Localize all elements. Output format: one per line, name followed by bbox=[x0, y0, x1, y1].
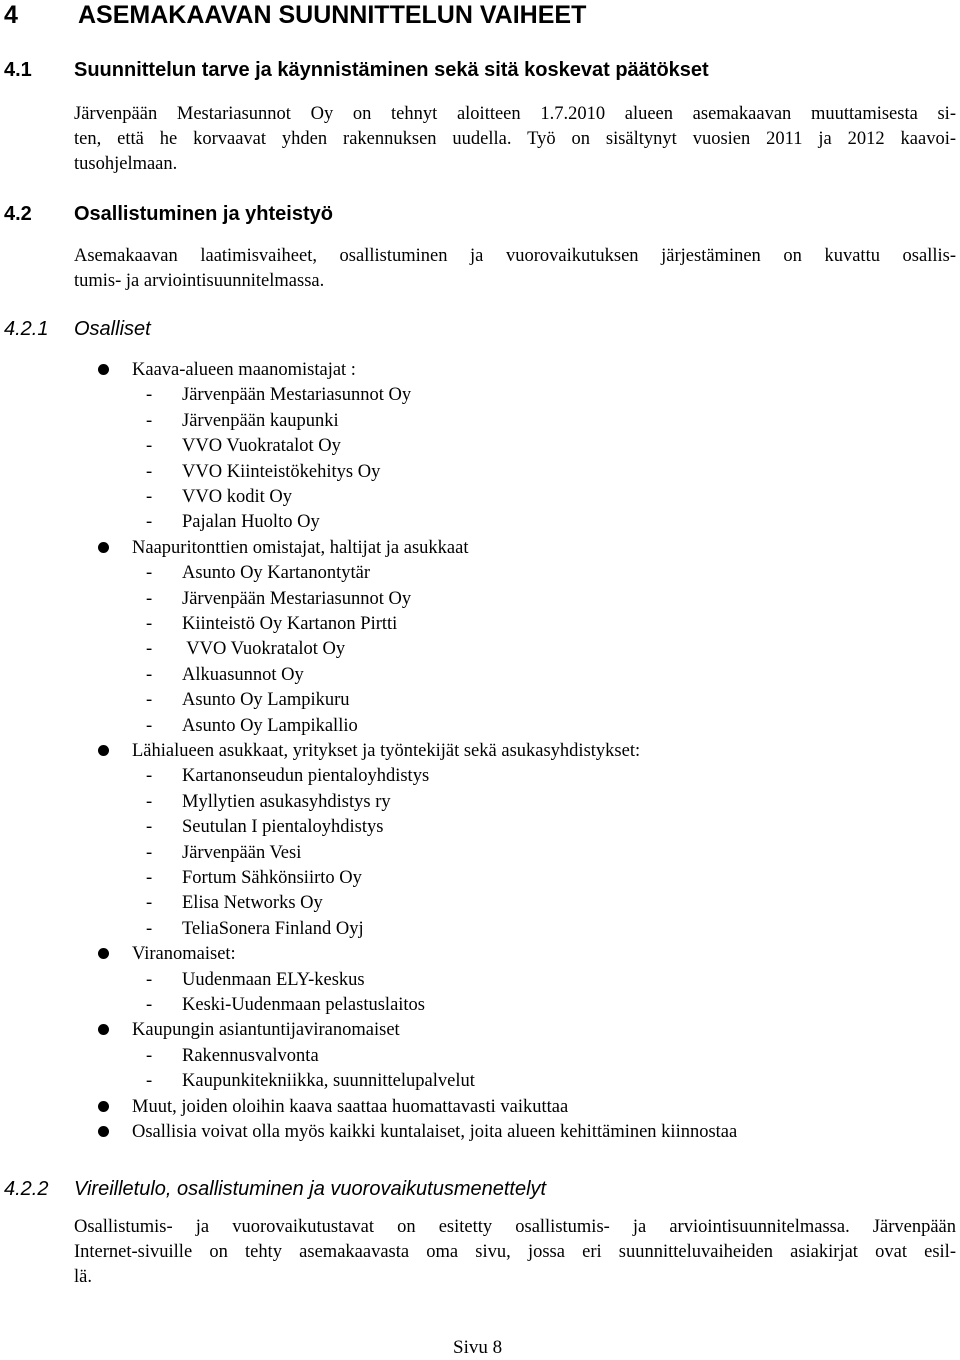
participant-item-label: Kartanonseudun pientaloyhdistys bbox=[182, 766, 430, 787]
participant-item-label: TeliaSonera Finland Oyj bbox=[182, 918, 364, 939]
participant-item-label: Järvenpään Mestariasunnot Oy bbox=[182, 385, 412, 406]
section-4-1-heading bbox=[4, 57, 709, 83]
participant-group-label: Naapuritonttien omistajat, haltijat ja asukkaat bbox=[132, 537, 469, 558]
participant-item-label: VVO Kiinteistökehitys Oy bbox=[182, 461, 381, 482]
chapter-number: 4 bbox=[4, 1, 18, 29]
bullet-icon bbox=[98, 745, 109, 756]
participant-item-label: Asunto Oy Lampikuru bbox=[182, 690, 350, 711]
dash-marker: - bbox=[146, 487, 153, 507]
participant-item-label: Elisa Networks Oy bbox=[182, 893, 323, 914]
participant-group-label: Lähialueen asukkaat, yritykset ja työntekijät sekä asukasyhdistykset: bbox=[132, 741, 641, 761]
section-4-2-2-heading bbox=[4, 1176, 546, 1202]
dash-marker: - bbox=[146, 842, 153, 863]
dash-marker: - bbox=[146, 868, 153, 888]
participant-item-label: Uudenmaan ELY-keskus bbox=[182, 969, 365, 990]
section-4-2-heading bbox=[4, 201, 333, 227]
dash-marker: - bbox=[146, 385, 153, 406]
paragraph-line: ten, että he korvaavat yhden rakennuksen uudella. Työ on sisältynyt vuosien 2011 ja 2012 kaavoi- bbox=[74, 129, 956, 149]
dash-marker: - bbox=[146, 893, 153, 914]
dash-marker: - bbox=[146, 1071, 153, 1092]
section-4-1-title: Suunnittelun tarve ja käynnistäminen sekä sitä koskevat päätökset bbox=[74, 59, 709, 81]
participant-item-label: Myllytien asukasyhdistys ry bbox=[182, 791, 391, 812]
section-4-2-2-number: 4.2.2 bbox=[4, 1178, 49, 1200]
dash-marker: - bbox=[146, 512, 153, 533]
section-4-2-2-title: Vireilletulo, osallistuminen ja vuorovaikutusmenettelyt bbox=[74, 1178, 547, 1200]
chapter-heading bbox=[4, 0, 586, 30]
dash-marker: - bbox=[146, 690, 153, 711]
section-4-2-1-number: 4.2.1 bbox=[4, 318, 49, 340]
participant-group-label: Kaava-alueen maanomistajat : bbox=[132, 360, 356, 380]
dash-marker: - bbox=[146, 410, 153, 431]
dash-marker: - bbox=[146, 664, 153, 685]
dash-marker: - bbox=[146, 791, 153, 812]
participant-group-label: Kaupungin asiantuntijaviranomaiset bbox=[132, 1020, 400, 1041]
dash-marker: - bbox=[146, 995, 153, 1015]
dash-marker: - bbox=[146, 436, 153, 457]
section-4-2-number: 4.2 bbox=[4, 203, 32, 225]
paragraph-line: Osallistumis- ja vuorovaikutustavat on esitetty osallistumis- ja arviointisuunnitelmassa. Järvenpään bbox=[74, 1217, 956, 1237]
section-4-2-1-title: Osalliset bbox=[74, 318, 151, 340]
participant-group-label: Muut, joiden oloihin kaava saattaa huomattavasti vaikuttaa bbox=[132, 1096, 569, 1117]
participant-item-label: Pajalan Huolto Oy bbox=[182, 512, 320, 533]
participant-item-label: Rakennusvalvonta bbox=[182, 1045, 319, 1066]
paragraph-line: Järvenpään Mestariasunnot Oy on tehnyt aloitteen 1.7.2010 alueen asemakaavan muuttamisesta si- bbox=[74, 104, 956, 124]
dash-marker: - bbox=[146, 918, 153, 939]
participant-item-label: Fortum Sähkönsiirto Oy bbox=[182, 868, 362, 888]
dash-marker: - bbox=[146, 766, 153, 787]
paragraph-line: tusohjelmaan. bbox=[74, 154, 178, 174]
dash-marker: - bbox=[146, 563, 153, 584]
participant-item-label: Järvenpään Vesi bbox=[182, 842, 302, 863]
dash-marker: - bbox=[146, 817, 153, 838]
dash-marker: - bbox=[146, 639, 153, 660]
participant-item-label: Asunto Oy Lampikallio bbox=[182, 715, 358, 736]
participant-item-label: VVO Vuokratalot Oy bbox=[182, 639, 346, 660]
chapter-title: ASEMAKAAVAN SUUNNITTELUN VAIHEET bbox=[78, 1, 587, 29]
participant-item-label: Keski-Uudenmaan pelastuslaitos bbox=[182, 995, 426, 1015]
dash-marker: - bbox=[146, 461, 153, 482]
section-4-1-paragraph bbox=[74, 102, 956, 177]
participant-item-label: Asunto Oy Kartanontytär bbox=[182, 563, 371, 584]
bullet-icon bbox=[98, 948, 109, 959]
participant-item-label: Kiinteistö Oy Kartanon Pirtti bbox=[182, 614, 398, 634]
participant-item-label: Seutulan I pientaloyhdistys bbox=[182, 817, 384, 838]
bullet-icon bbox=[98, 1126, 109, 1137]
participant-item-label: VVO kodit Oy bbox=[182, 487, 292, 507]
bullet-icon bbox=[98, 542, 109, 553]
section-4-2-title: Osallistuminen ja yhteistyö bbox=[74, 203, 333, 225]
participant-item-label: Järvenpään Mestariasunnot Oy bbox=[182, 588, 412, 609]
dash-marker: - bbox=[146, 715, 153, 736]
section-4-2-paragraph bbox=[74, 244, 956, 294]
participant-group-label: Osallisia voivat olla myös kaikki kuntalaiset, joita alueen kehittäminen kiinnostaa bbox=[132, 1122, 738, 1142]
participant-item-label: Alkuasunnot Oy bbox=[182, 664, 304, 685]
paragraph-line: Internet-sivuille on tehty asemakaavasta oma sivu, jossa eri suunnitteluvaiheiden asiakirjat ovat esil- bbox=[74, 1242, 956, 1262]
section-4-2-2-paragraph bbox=[74, 1215, 956, 1290]
bullet-icon bbox=[98, 364, 109, 375]
participant-item-label: VVO Vuokratalot Oy bbox=[182, 436, 341, 457]
dash-marker: - bbox=[146, 588, 153, 609]
participant-group-label: Viranomaiset: bbox=[132, 944, 236, 965]
section-4-1-number: 4.1 bbox=[4, 59, 32, 81]
dash-marker: - bbox=[146, 1045, 153, 1066]
paragraph-line: Asemakaavan laatimisvaiheet, osallistuminen ja vuorovaikutuksen järjestäminen on kuvattu osallis- bbox=[74, 246, 956, 266]
bullet-icon bbox=[98, 1024, 109, 1035]
dash-marker: - bbox=[146, 614, 153, 634]
paragraph-line: lä. bbox=[74, 1267, 92, 1287]
bullet-icon bbox=[98, 1101, 109, 1112]
participant-item-label: Kaupunkitekniikka, suunnittelupalvelut bbox=[182, 1071, 475, 1092]
paragraph-line: tumis- ja arviointisuunnitelmassa. bbox=[74, 271, 325, 291]
participant-item-label: Järvenpään kaupunki bbox=[182, 410, 339, 431]
page-number: Sivu 8 bbox=[453, 1337, 503, 1358]
section-4-2-1-heading bbox=[4, 316, 151, 342]
dash-marker: - bbox=[146, 969, 153, 990]
